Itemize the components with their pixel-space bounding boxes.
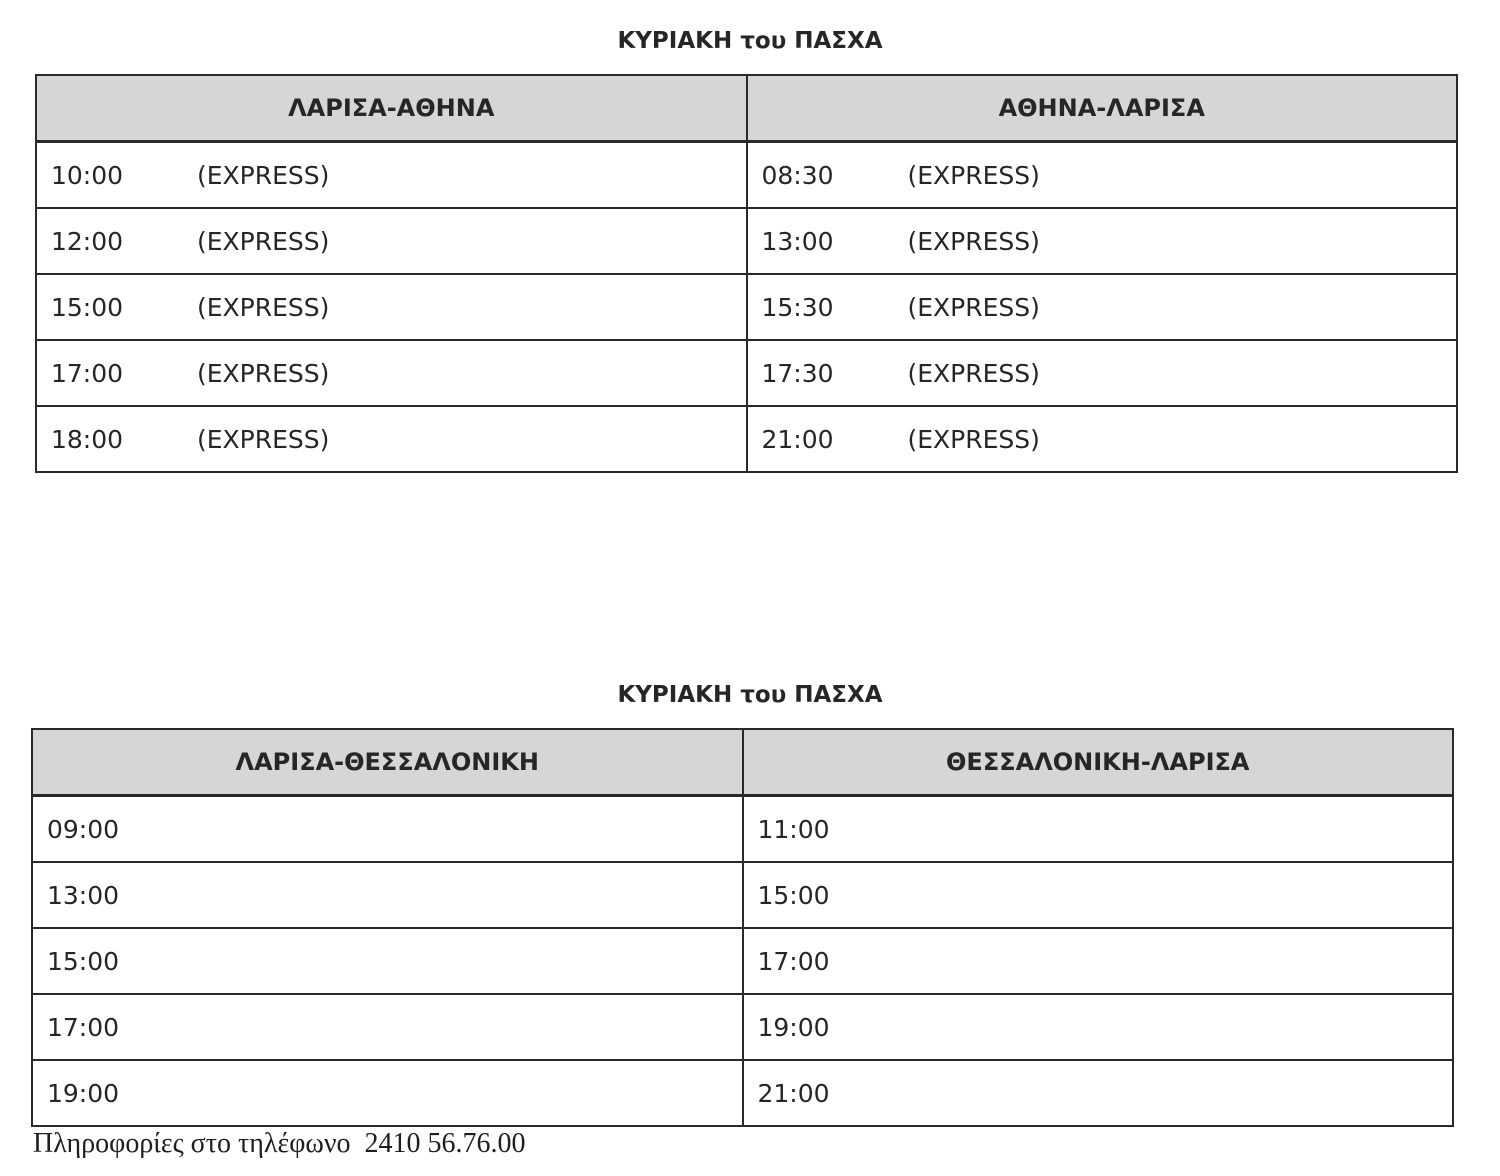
larisa-thessaloniki-schedule-table xyxy=(31,728,1454,1127)
departure-cell xyxy=(747,208,1458,274)
route-header-thessaloniki-larisa: ΘΕΣΣΑΛΟΝΙΚΗ-ΛΑΡΙΣΑ xyxy=(743,729,1454,796)
table-row xyxy=(36,142,1457,209)
table-row xyxy=(32,994,1453,1060)
departure-cell xyxy=(36,274,747,340)
table-row xyxy=(32,862,1453,928)
departure-time: 21:00 xyxy=(757,1078,830,1108)
departure-cell xyxy=(32,862,743,928)
service-type: (EXPRESS) xyxy=(907,160,1040,190)
info-phone-footer: Πληροφορίες στο τηλέφωνο 2410 56.76.00 xyxy=(33,1128,526,1159)
departure-time: 13:00 xyxy=(761,226,834,256)
larisa-athens-schedule-table xyxy=(35,74,1458,473)
departure-time: 17:00 xyxy=(51,358,124,388)
service-type: (EXPRESS) xyxy=(197,424,330,454)
service-type: (EXPRESS) xyxy=(907,358,1040,388)
departure-cell xyxy=(747,406,1458,472)
table-row xyxy=(36,406,1457,472)
route-header-larisa-athens: ΛΑΡΙΣΑ-ΑΘΗΝΑ xyxy=(36,75,747,142)
departure-time: 08:30 xyxy=(761,160,834,190)
departure-cell xyxy=(32,1060,743,1126)
departure-time: 11:00 xyxy=(757,814,830,844)
departure-cell xyxy=(743,862,1454,928)
departure-cell xyxy=(32,994,743,1060)
departure-time: 19:00 xyxy=(47,1078,120,1108)
departure-time: 17:30 xyxy=(761,358,834,388)
departure-cell xyxy=(747,142,1458,209)
departure-cell xyxy=(36,208,747,274)
departure-cell xyxy=(32,796,743,863)
section-2-title: ΚΥΡΙΑΚΗ του ΠΑΣΧΑ xyxy=(617,682,883,708)
route-header-athens-larisa: ΑΘΗΝΑ-ΛΑΡΙΣΑ xyxy=(747,75,1458,142)
departure-time: 18:00 xyxy=(51,424,124,454)
service-type: (EXPRESS) xyxy=(907,226,1040,256)
service-type: (EXPRESS) xyxy=(197,358,330,388)
departure-time: 10:00 xyxy=(51,160,124,190)
departure-time: 17:00 xyxy=(47,1012,120,1042)
service-type: (EXPRESS) xyxy=(197,160,330,190)
departure-time: 19:00 xyxy=(757,1012,830,1042)
table-row xyxy=(32,796,1453,863)
table-row xyxy=(32,1060,1453,1126)
table-row xyxy=(36,340,1457,406)
route-header-larisa-thessaloniki: ΛΑΡΙΣΑ-ΘΕΣΣΑΛΟΝΙΚΗ xyxy=(32,729,743,796)
departure-time: 17:00 xyxy=(757,946,830,976)
departure-time: 21:00 xyxy=(761,424,834,454)
service-type: (EXPRESS) xyxy=(197,226,330,256)
table-row xyxy=(36,274,1457,340)
departure-cell xyxy=(743,994,1454,1060)
table-header-row xyxy=(32,729,1453,796)
table-row xyxy=(32,928,1453,994)
departure-cell xyxy=(747,274,1458,340)
departure-time: 15:00 xyxy=(47,946,120,976)
service-type: (EXPRESS) xyxy=(197,292,330,322)
table-header-row xyxy=(36,75,1457,142)
departure-cell xyxy=(747,340,1458,406)
service-type: (EXPRESS) xyxy=(907,424,1040,454)
section-1-title: ΚΥΡΙΑΚΗ του ΠΑΣΧΑ xyxy=(617,28,883,54)
departure-time: 15:00 xyxy=(51,292,124,322)
departure-cell xyxy=(743,1060,1454,1126)
departure-time: 12:00 xyxy=(51,226,124,256)
departure-cell xyxy=(36,340,747,406)
departure-cell xyxy=(36,142,747,209)
departure-cell xyxy=(743,928,1454,994)
departure-time: 15:00 xyxy=(757,880,830,910)
departure-time: 15:30 xyxy=(761,292,834,322)
departure-cell xyxy=(743,796,1454,863)
departure-time: 13:00 xyxy=(47,880,120,910)
departure-cell xyxy=(36,406,747,472)
departure-cell xyxy=(32,928,743,994)
table-row xyxy=(36,208,1457,274)
service-type: (EXPRESS) xyxy=(907,292,1040,322)
departure-time: 09:00 xyxy=(47,814,120,844)
